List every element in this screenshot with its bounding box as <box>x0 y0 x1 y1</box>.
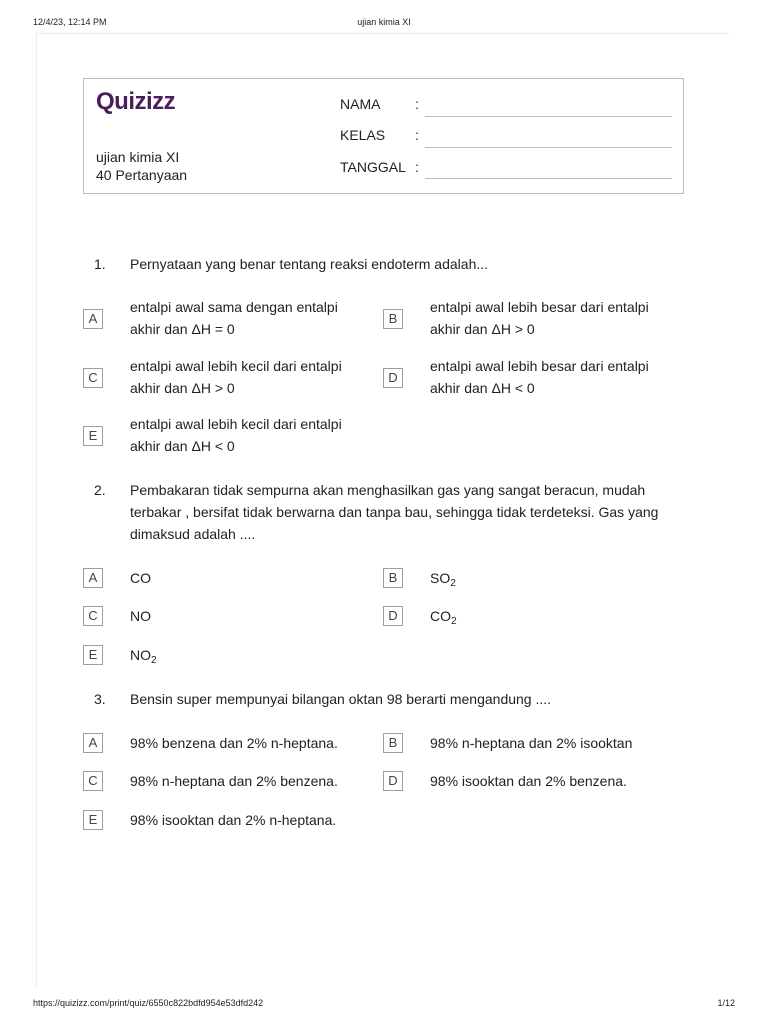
option-letter-box: C <box>83 771 103 791</box>
option-letter-box: C <box>83 368 103 388</box>
print-datetime: 12/4/23, 12:14 PM <box>33 17 107 27</box>
option-letter-box: B <box>383 568 403 588</box>
option-letter-box: C <box>83 606 103 626</box>
formula-subscript: 2 <box>451 616 457 627</box>
option-text: CO <box>130 570 151 586</box>
option-letter-box: D <box>383 771 403 791</box>
tanggal-colon: : <box>415 159 419 175</box>
quiz-title: ujian kimia XI <box>96 149 180 165</box>
question-text: Pembakaran tidak sempurna akan menghasilkan gas yang sangat beracun, mudah terbakar , bersifat tidak berwarna dan tanpa bau, sehingga tidak terdeteksi. Gas yang dimaksud adalah .... <box>130 482 659 542</box>
print-url[interactable]: https://quizizz.com/print/quiz/6550c822bdfd954e53dfd242 <box>33 998 264 1008</box>
option-letter-box: E <box>83 645 103 665</box>
page-top-rule <box>37 33 729 34</box>
option-text <box>130 644 370 666</box>
nama-colon: : <box>415 96 419 112</box>
formula-text: NO <box>130 647 151 663</box>
quiz-header-card <box>83 78 684 194</box>
question-number: 3. <box>94 691 106 707</box>
formula-text: SO <box>430 570 451 586</box>
formula-subscript: 2 <box>151 655 157 666</box>
print-footer <box>33 998 735 1012</box>
option-text <box>430 567 670 589</box>
question-number: 1. <box>94 256 106 272</box>
quiz-question-count: 40 Pertanyaan <box>96 167 188 183</box>
option-text: 98% isooktan dan 2% benzena. <box>430 773 627 789</box>
option-text: entalpi awal lebih besar dari entalpi akhir dan ΔH > 0 <box>430 299 649 337</box>
option-letter-box: A <box>83 733 103 753</box>
formula-subscript: 2 <box>450 578 456 589</box>
question-text: Pernyataan yang benar tentang reaksi endoterm adalah... <box>130 256 489 272</box>
nama-label: NAMA <box>340 96 381 112</box>
option-letter-box: B <box>383 733 403 753</box>
formula-text: CO <box>430 608 451 624</box>
option-text: NO <box>130 608 151 624</box>
option-letter-box: D <box>383 606 403 626</box>
page-number: 1/12 <box>717 998 735 1008</box>
question-text: Bensin super mempunyai bilangan oktan 98 berarti mengandung .... <box>130 691 552 707</box>
page-left-rule <box>36 33 37 988</box>
option-text: entalpi awal lebih kecil dari entalpi akhir dan ΔH > 0 <box>130 358 342 396</box>
print-header <box>33 17 735 31</box>
option-text: entalpi awal lebih kecil dari entalpi akhir dan ΔH < 0 <box>130 416 342 454</box>
option-letter-box: E <box>83 426 103 446</box>
option-text: entalpi awal lebih besar dari entalpi akhir dan ΔH < 0 <box>430 358 649 396</box>
option-letter-box: D <box>383 368 403 388</box>
tanggal-label: TANGGAL <box>340 159 406 175</box>
option-letter-box: E <box>83 810 103 830</box>
question-number: 2. <box>94 482 106 498</box>
option-text: 98% isooktan dan 2% n-heptana. <box>130 812 337 828</box>
option-text: 98% benzena dan 2% n-heptana. <box>130 735 338 751</box>
option-text: 98% n-heptana dan 2% isooktan <box>430 735 633 751</box>
option-text <box>430 605 670 627</box>
option-text: 98% n-heptana dan 2% benzena. <box>130 773 338 789</box>
nama-field[interactable] <box>425 116 672 117</box>
kelas-field[interactable] <box>425 147 672 148</box>
tanggal-field[interactable] <box>425 178 672 179</box>
quizizz-logo <box>96 88 188 114</box>
option-letter-box: B <box>383 309 403 329</box>
kelas-label: KELAS <box>340 127 386 143</box>
option-letter-box: A <box>83 568 103 588</box>
print-doc-title: ujian kimia XI <box>357 17 411 27</box>
option-letter-box: A <box>83 309 103 329</box>
kelas-colon: : <box>415 127 419 143</box>
option-text: entalpi awal sama dengan entalpi akhir dan ΔH = 0 <box>130 299 338 337</box>
svg-text:Quizizz: Quizizz <box>96 88 176 114</box>
